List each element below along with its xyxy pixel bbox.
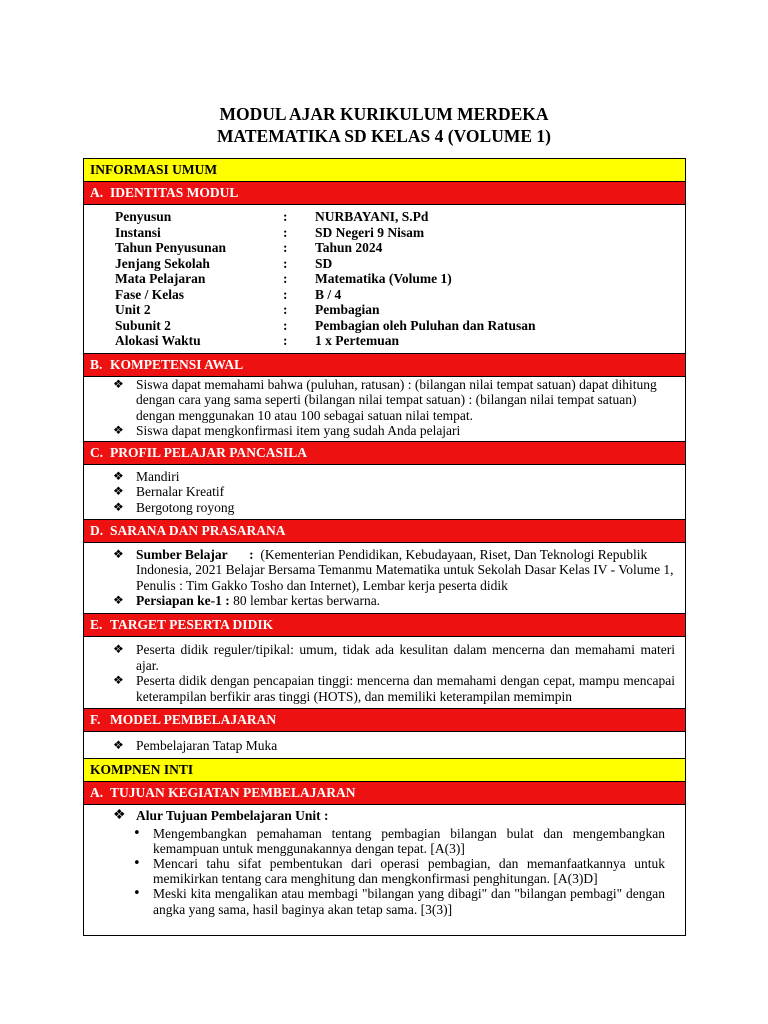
identitas-value: Pembagian oleh Puluhan dan Ratusan: [315, 317, 536, 333]
list-item: ❖ Mandiri: [113, 468, 180, 484]
identitas-separator: :: [283, 286, 288, 302]
identitas-row: [115, 256, 536, 272]
section-number: D.: [90, 522, 104, 538]
section-number: A.: [90, 785, 104, 800]
bullet-dot-icon: •: [133, 886, 141, 902]
diamond-bullet-icon: ❖: [113, 376, 124, 391]
identitas-separator: :: [283, 240, 288, 255]
identitas-value: Tahun 2024: [315, 240, 383, 255]
list-item: [113, 547, 685, 594]
identitas-value: NURBAYANI, S.Pd: [315, 209, 429, 224]
kompetensi-list: [84, 377, 685, 439]
model-body: [84, 732, 685, 759]
identitas-value: 1 x Pertemuan: [315, 333, 399, 348]
identitas-separator: :: [283, 209, 288, 224]
list-item: ❖ Bernalar Kreatif: [113, 484, 225, 500]
diamond-bullet-icon: ❖: [113, 593, 124, 608]
diamond-bullet-icon: ❖: [113, 423, 124, 438]
diamond-bullet-icon: ❖: [113, 642, 124, 657]
section-title: TUJUAN KEGIATAN PEMBELAJARAN: [110, 785, 356, 800]
section-header-identitas-modul: [84, 182, 685, 205]
bullet-dot-icon: •: [133, 825, 141, 841]
section-number: B.: [90, 356, 103, 372]
list-item: ❖ Siswa dapat memahami bahwa (puluhan, ratusan) : (bilangan nilai tempat satuan) dapat dihitung dengan cara yang sama seperti (bilangan nilai tempat satuan) : (bilangan nilai tempat satuan) dengan menggunakan 10 atau 100 sebagai satuan nilai tempat.: [113, 376, 657, 423]
section-title: IDENTITAS MODUL: [110, 185, 239, 200]
bullet-dot-icon: •: [133, 856, 141, 871]
section-number: F.: [90, 712, 101, 728]
alur-label: Alur Tujuan Pembelajaran Unit :: [136, 808, 329, 823]
document-title: [0, 103, 768, 147]
list-item: ❖ Bergotong royong: [113, 500, 235, 516]
identitas-table: [115, 209, 536, 349]
section-number: A.: [90, 185, 104, 200]
identitas-value: SD Negeri 9 Nisam: [315, 224, 425, 240]
identitas-separator: :: [283, 302, 288, 317]
identitas-value: Matematika (Volume 1): [315, 271, 452, 286]
section-header-informasi-umum: [84, 159, 685, 182]
identitas-key: Jenjang Sekolah: [115, 255, 210, 271]
section-title: PROFIL PELAJAR PANCASILA: [110, 444, 308, 460]
target-list: [84, 642, 685, 704]
identitas-row: [115, 225, 536, 241]
identitas-row: [115, 287, 536, 303]
section-title: INFORMASI UMUM: [90, 162, 218, 177]
sarana-body: [84, 543, 685, 614]
section-number: C.: [90, 444, 104, 460]
section-title: SARANA DAN PRASARANA: [110, 522, 286, 538]
diamond-bullet-icon: ❖: [113, 468, 124, 483]
title-line-1: MODUL AJAR KURIKULUM MERDEKA: [219, 104, 549, 124]
list-item: • Meski kita mengalikan atau membagi "bilangan yang dibagi" dan "bilangan pembagi" dengan angka yang sama, hasil baginya akan tetap sama. [3(3)]: [133, 886, 665, 917]
tujuan-list: [84, 808, 685, 824]
list-item: • Mencari tahu sifat pembentukan dari operasi pembagian, dan memanfaatkannya untuk memikirkan tentang cara menghitung dan mengkonfirmasi penghitungan. [A(3)D]: [133, 856, 665, 887]
diamond-bullet-icon: ❖: [113, 500, 124, 515]
identitas-key: Tahun Penyusunan: [115, 240, 226, 255]
sumber-belajar-colon: :: [249, 546, 254, 562]
identitas-key: Penyusun: [115, 209, 172, 224]
identitas-row: [115, 318, 536, 334]
section-header-kompetensi-awal: [84, 354, 685, 377]
identitas-row: [115, 209, 536, 225]
sumber-belajar-text: (Kementerian Pendidikan, Kebudayaan, Riset, Dan Teknologi Republik Indonesia, 2021 Belajar Bersama Temanmu Matematika untuk Sekolah Dasar Kelas IV - Volume 1, Penulis : Tim Gakko Tosho dan Internet), Lembar kerja peserta didik: [136, 546, 674, 593]
identitas-value: SD: [315, 255, 333, 271]
identitas-key: Fase / Kelas: [115, 286, 184, 302]
identitas-key: Alokasi Waktu: [115, 333, 201, 348]
identitas-separator: :: [283, 224, 288, 240]
identitas-body: [84, 205, 685, 354]
identitas-separator: :: [283, 271, 288, 286]
sumber-belajar-label: Sumber Belajar: [136, 546, 228, 562]
identitas-row: [115, 271, 536, 287]
identitas-key: Mata Pelajaran: [115, 271, 206, 286]
identitas-row: [115, 302, 536, 318]
section-header-sarana-prasarana: [84, 520, 685, 543]
list-item: ❖ Pembelajaran Tatap Muka: [113, 738, 278, 754]
list-item: ❖ Peserta didik reguler/tipikal: umum, tidak ada kesulitan dalam mencerna dan memahami materi ajar.: [113, 642, 675, 673]
section-header-tujuan-kegiatan: [84, 782, 685, 805]
module-table: [83, 158, 686, 936]
section-header-target-peserta: [84, 614, 685, 637]
profil-body: [84, 465, 685, 520]
diamond-bullet-icon: ❖: [113, 546, 124, 561]
list-item: • Mengembangkan pemahaman tentang pembagian bilangan bulat dan mengembangkan kemampuan untuk menggunakannya dengan tepat. [A(3)]: [133, 825, 665, 856]
sarana-list: [84, 547, 685, 609]
identitas-value: B / 4: [315, 286, 342, 302]
identitas-row: [115, 240, 536, 256]
section-header-komponen-inti: [84, 759, 685, 782]
diamond-bullet-icon: ❖: [113, 738, 124, 753]
list-item: ❖ Peserta didik dengan pencapaian tinggi: mencerna dan memahami dengan cepat, mampu mencapai keterampilan berfikir aras tinggi (HOTS), dan memiliki keterampilan memimpin: [113, 673, 675, 704]
section-title: KOMPNEN INTI: [90, 762, 194, 777]
persiapan-text: 80 lembar kertas berwarna.: [233, 593, 381, 609]
diamond-bullet-icon: ❖: [113, 484, 124, 499]
identitas-row: [115, 333, 536, 349]
identitas-value: Pembagian: [315, 302, 380, 317]
diamond-bullet-icon: ❖: [113, 673, 124, 688]
model-list: [84, 738, 685, 754]
identitas-key: Instansi: [115, 224, 161, 240]
target-body: [84, 637, 685, 709]
section-title: TARGET PESERTA DIDIK: [110, 617, 274, 633]
title-line-2: MATEMATIKA SD KELAS 4 (VOLUME 1): [217, 126, 551, 146]
section-number: E.: [90, 617, 103, 633]
profil-list: [84, 469, 685, 516]
identitas-separator: :: [283, 333, 288, 348]
section-header-profil-pelajar: [84, 442, 685, 465]
identitas-key: Subunit 2: [115, 317, 171, 333]
tujuan-sublist: [84, 826, 685, 917]
list-item: ❖ Siswa dapat mengkonfirmasi item yang sudah Anda pelajari: [113, 423, 461, 439]
list-item: [113, 808, 685, 824]
identitas-separator: :: [283, 317, 288, 333]
list-item: [113, 593, 685, 609]
identitas-key: Unit 2: [115, 302, 151, 317]
diamond-bullet-icon: ❖: [113, 808, 126, 823]
section-title: KOMPETENSI AWAL: [110, 356, 244, 372]
kompetensi-body: [84, 377, 685, 442]
identitas-separator: :: [283, 255, 288, 271]
persiapan-label: Persiapan ke-1 :: [136, 593, 230, 609]
section-header-model-pembelajaran: [84, 709, 685, 732]
section-title: MODEL PEMBELAJARAN: [110, 712, 277, 728]
tujuan-body: [84, 805, 685, 917]
